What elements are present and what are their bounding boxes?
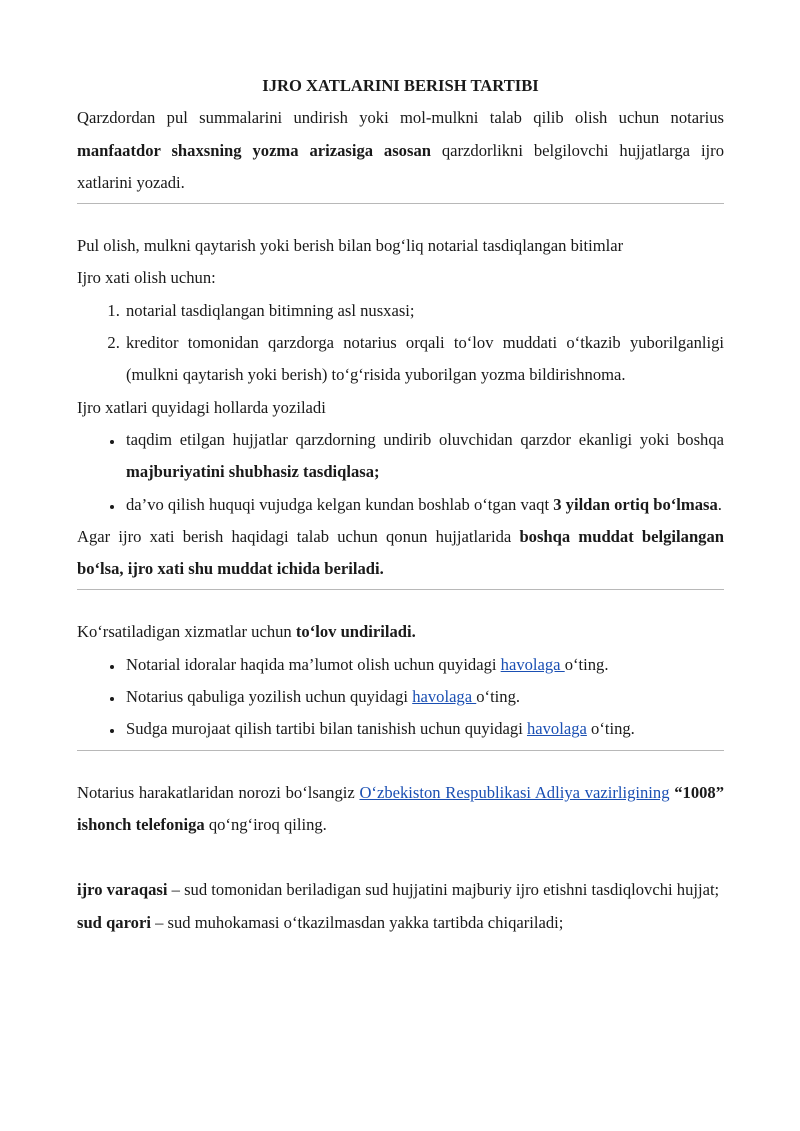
intro-text-1: Qarzdordan pul summalarini undirish yoki mol-mulkni talab qilib olish uchun notarius — [77, 108, 724, 128]
last-text: Agar ijro xati berish haqidagi talab uchun qonun hujjatlarida — [77, 526, 520, 546]
section2-last-paragraph — [77, 521, 724, 586]
definition-term: ijro varaqasi — [77, 880, 168, 900]
document-page — [77, 70, 724, 939]
links-list — [77, 649, 724, 746]
section2-line3: Ijro xatlari quyidagi hollarda yoziladi — [77, 397, 326, 417]
list-item — [124, 424, 724, 489]
link-court-procedure[interactable]: havolaga — [526, 719, 587, 739]
intro-bold: manfaatdor shaxsning yozma arizasiga asosan — [77, 140, 431, 160]
list-item — [124, 489, 724, 521]
section3-bold: to‘lov undiriladi. — [295, 622, 416, 642]
section4-bold: “1008” ishonch telefoniga — [77, 782, 725, 834]
section4-text-2: qo‘ng‘iroq qiling. — [204, 814, 327, 834]
definition-term: sud qarori — [77, 912, 151, 932]
definition-text: – sud muhokamasi o‘tkazilmasdan yakka tartibda chiqariladi; — [150, 912, 564, 932]
conditions-list — [77, 424, 724, 521]
page-title: IJRO XATLARINI BERISH TARTIBI — [262, 76, 539, 95]
requirements-list — [77, 295, 724, 392]
section2-line1: Pul olish, mulkni qaytarish yoki berish bilan bog‘liq notarial tasdiqlangan bitimlar — [77, 236, 624, 256]
last-bold: boshqa muddat belgilangan bo‘lsa, ijro xati shu muddat ichida beriladi. — [77, 526, 724, 579]
link-ministry-of-justice[interactable]: O‘zbekiston Respublikasi Adliya vazirligining — [359, 782, 670, 802]
list-item: 2. kreditor tomonidan qarzdorga notarius orqali to‘lov muddati o‘tkazib yuborilganligi (mulkni qaytarish yoki berish) to‘g‘risida yuborilgan yozma bildirishnoma. — [124, 327, 724, 392]
definition-text: – sud tomonidan beriladigan sud hujjatini majburiy ijro etishni tasdiqlovchi hujjat; — [167, 880, 720, 900]
link-notary-appointment[interactable]: havolaga — [412, 687, 477, 707]
list-item — [124, 681, 724, 713]
section3-text: Ko‘rsatiladigan xizmatlar uchun — [77, 622, 296, 642]
list-item: 1. notarial tasdiqlangan bitimning asl nusxasi; — [124, 295, 724, 327]
intro-paragraph — [77, 102, 724, 199]
section4-text: Notarius harakatlaridan norozi bo‘lsangiz — [77, 782, 360, 802]
definition-2 — [77, 907, 724, 939]
link-notarial-offices[interactable]: havolaga — [500, 654, 565, 674]
list-bold: 3 yildan ortiq bo‘lmasa — [553, 494, 718, 514]
list-text: Notarial idoralar haqida ma’lumot olish uchun quyidagi — [126, 654, 501, 674]
list-item — [124, 649, 724, 681]
list-text: o‘ting. — [586, 719, 635, 739]
list-text: da’vo qilish huquqi vujudga kelgan kundan boshlab o‘tgan vaqt — [126, 494, 554, 514]
list-bold: majburiyatini shubhasiz tasdiqlasa; — [126, 462, 380, 482]
list-item — [124, 713, 724, 745]
section2-line2: Ijro xati olish uchun: — [77, 268, 216, 288]
definition-1 — [77, 874, 724, 906]
list-text: Sudga murojaat qilish tartibi bilan tanishish uchun quyidagi — [126, 719, 527, 739]
list-text: o‘ting. — [564, 654, 609, 674]
intro-text-2: qarzdorlikni belgilovchi hujjatlarga ijro xatlarini yozadi. — [77, 140, 724, 192]
list-text: . — [717, 494, 722, 514]
list-text: Notarius qabuliga yozilish uchun quyidagi — [126, 687, 413, 707]
section4-paragraph — [77, 777, 724, 842]
list-text: taqdim etilgan hujjatlar qarzdorning undirib oluvchidan qarzdor ekanligi yoki boshqa — [126, 429, 724, 449]
section3-heading — [77, 616, 724, 648]
list-text: o‘ting. — [476, 687, 521, 707]
